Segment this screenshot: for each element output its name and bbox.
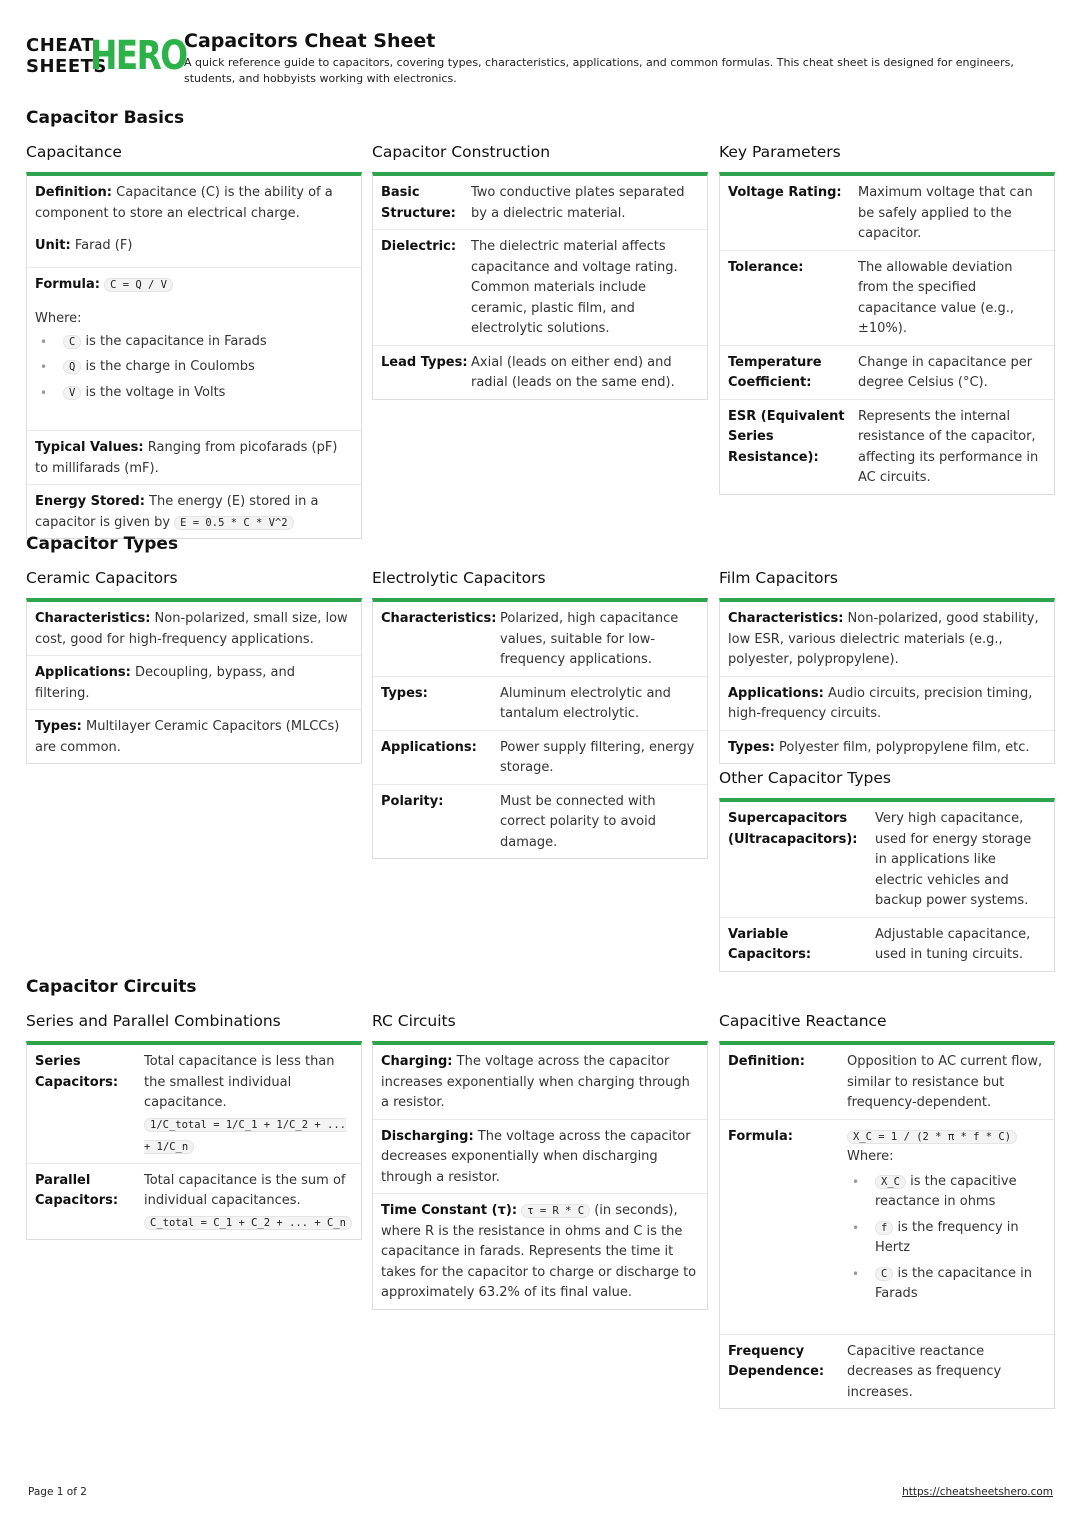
energy-stored-text: The energy (E) stored in a capacitor is given by <box>35 494 319 530</box>
card-title: Key Parameters <box>719 143 841 161</box>
row-key: Types: <box>728 739 775 755</box>
row-value <box>144 1171 353 1234</box>
where-label: Where: <box>35 311 82 326</box>
list-item <box>847 1172 1046 1213</box>
row-key: Lead Types: <box>381 354 468 370</box>
row-value: Adjustable capacitance, used in tuning circuits. <box>875 926 1031 962</box>
row-value: Represents the internal resistance of the capacitor, affecting its performance in AC circuits. <box>858 408 1039 485</box>
row-key: Variable Capacitors: <box>728 926 812 962</box>
page-number: Page 1 of 2 <box>28 1486 87 1498</box>
row-key: Frequency Dependence: <box>728 1343 825 1379</box>
card-electrolytic <box>372 568 708 859</box>
card-capacitance <box>26 142 362 539</box>
row-key: Tolerance: <box>728 259 804 275</box>
page-title: Capacitors Cheat Sheet <box>184 30 436 52</box>
typical-values-text: Ranging from picofarads (pF) to millifarads (mF). <box>35 440 338 476</box>
row-typical-values <box>27 431 361 485</box>
row-key: Characteristics: <box>35 611 151 626</box>
variable-text: is the capacitive reactance in ohms <box>875 1173 1017 1209</box>
table-row <box>720 251 1054 346</box>
formula-code: C = Q / V <box>104 278 173 292</box>
card-title: RC Circuits <box>372 1012 456 1030</box>
card-rc-circuits <box>372 1011 708 1310</box>
variable-code: V <box>63 386 81 400</box>
discharging-text: The voltage across the capacitor decreases exponentially when discharging through a resistor. <box>381 1128 691 1185</box>
table-row <box>720 918 1054 971</box>
card-title: Capacitor Construction <box>372 143 551 161</box>
row-key: Types: <box>381 685 428 701</box>
site-link[interactable]: https://cheatsheetshero.com <box>902 1486 1053 1498</box>
section-title-circuits: Capacitor Circuits <box>26 977 197 997</box>
energy-stored-label: Energy Stored: <box>35 494 145 509</box>
parallel-text: Total capacitance is the sum of individual capacitances. <box>144 1172 346 1208</box>
table-row <box>27 1164 361 1239</box>
charging-text: The voltage across the capacitor increases exponentially when charging through a resistor. <box>381 1054 690 1110</box>
row-key: Supercapacitors (Ultracapacitors): <box>728 811 858 847</box>
parallel-formula-code: C_total = C_1 + C_2 + ... + C_n <box>144 1216 352 1230</box>
reactance-formula-code: X_C = 1 / (2 * π * f * C) <box>847 1130 1017 1144</box>
page-description: A quick reference guide to capacitors, covering types, characteristics, applications, and common formulas. This cheat sheet is designed for engineers, students, and hobbyists working with electronics. <box>184 56 1014 85</box>
row-key: ESR (Equivalent Series Resistance): <box>728 408 845 465</box>
variable-text: is the voltage in Volts <box>85 384 226 400</box>
card-construction <box>372 142 708 400</box>
card-series-parallel <box>26 1011 362 1240</box>
variable-code: f <box>875 1221 893 1235</box>
list-item <box>847 1218 1046 1259</box>
card-ceramic <box>26 568 362 764</box>
row-key: Basic Structure: <box>381 185 456 221</box>
row-value: Decoupling, bypass, and filtering. <box>35 665 296 701</box>
list-item <box>35 357 353 378</box>
charging-label: Charging: <box>381 1054 453 1069</box>
cheatsheetshero-logo[interactable] <box>26 33 187 79</box>
card-title: Capacitive Reactance <box>719 1012 887 1030</box>
row-value: Aluminum electrolytic and tantalum electrolytic. <box>500 685 671 721</box>
list-item <box>35 383 353 404</box>
card-title: Electrolytic Capacitors <box>372 569 546 587</box>
table-row <box>373 677 707 731</box>
row-key: Applications: <box>381 739 477 755</box>
row-key: Dielectric: <box>381 239 457 254</box>
variable-code: Q <box>63 360 81 374</box>
row-key: Voltage Rating: <box>728 185 842 200</box>
table-row <box>720 602 1054 677</box>
variable-code: C <box>63 335 81 349</box>
row-key: Series Capacitors: <box>35 1054 119 1090</box>
row-key: Parallel Capacitors: <box>35 1172 119 1208</box>
row-key: Polarity: <box>381 793 444 809</box>
row-value: Very high capacitance, used for energy storage in applications like electric vehicles and backup power systems. <box>875 811 1032 908</box>
where-label: Where: <box>847 1149 894 1164</box>
card-title: Capacitance <box>26 143 122 161</box>
table-row <box>720 677 1054 731</box>
variable-text: is the capacitance in Farads <box>875 1265 1032 1301</box>
table-row <box>720 731 1054 764</box>
logo-text-hero: HERO <box>90 33 187 79</box>
table-row <box>720 802 1054 918</box>
time-constant-text: (in seconds), where R is the resistance in ohms and C is the capacitance in farads. Represents the time it takes for the capacitor to charge or discharge to approximately 63.2% of its final value. <box>381 1203 697 1300</box>
section-title-types: Capacitor Types <box>26 534 179 554</box>
table-row <box>373 785 707 859</box>
unit-label: Unit: <box>35 238 71 253</box>
definition-label: Definition: <box>35 185 113 200</box>
table-row <box>720 346 1054 400</box>
definition-text: Capacitance (C) is the ability of a component to store an electrical charge. <box>35 185 333 221</box>
list-item <box>847 1264 1046 1305</box>
time-constant-label: Time Constant (τ): <box>381 1203 518 1218</box>
table-row <box>373 731 707 785</box>
variable-list <box>35 332 353 404</box>
table-row <box>720 1045 1054 1120</box>
row-key: Characteristics: <box>728 611 844 626</box>
row-value: Polarized, high capacitance values, suitable for low-frequency applications. <box>500 611 679 667</box>
table-row <box>373 230 707 346</box>
row-key: Characteristics: <box>381 611 497 626</box>
table-row <box>27 656 361 710</box>
section-title-basics: Capacitor Basics <box>26 108 185 128</box>
row-value: Audio circuits, precision timing, high-frequency circuits. <box>728 685 1033 721</box>
card-title: Film Capacitors <box>719 569 838 587</box>
list-item <box>35 332 353 353</box>
row-value: Power supply filtering, energy storage. <box>500 739 695 775</box>
row-value: Capacitive reactance decreases as frequency increases. <box>847 1343 1002 1400</box>
row-value: Two conductive plates separated by a dielectric material. <box>471 185 685 221</box>
row-value <box>847 1127 1046 1322</box>
table-row <box>373 602 707 677</box>
row-value: Multilayer Ceramic Capacitors (MLCCs) are common. <box>35 719 340 755</box>
row-value: Axial (leads on either end) and radial (leads on the same end). <box>471 354 675 390</box>
variable-text: is the charge in Coulombs <box>85 359 255 374</box>
row-value: Maximum voltage that can be safely applied to the capacitor. <box>858 185 1033 241</box>
table-row <box>27 710 361 763</box>
row-definition <box>27 176 361 268</box>
page-header <box>26 30 1056 90</box>
variable-code: C <box>875 1267 893 1281</box>
table-row <box>720 400 1054 494</box>
logo-text-cheat: CHEAT <box>26 35 94 56</box>
card-title: Other Capacitor Types <box>719 769 891 787</box>
row-value: The dielectric material affects capacitance and voltage rating. Common materials include ceramic, plastic film, and electrolytic solutions. <box>471 239 678 336</box>
row-formula <box>27 268 361 432</box>
card-film <box>719 568 1055 764</box>
logo-text-sheets: SHEETS <box>26 56 107 77</box>
row-key: Formula: <box>728 1128 793 1144</box>
row-value: Non-polarized, good stability, low ESR, various dielectric materials (e.g., polyester, polypropylene). <box>728 611 1039 667</box>
row-value <box>144 1052 353 1158</box>
row-value: Non-polarized, small size, low cost, good for high-frequency applications. <box>35 611 348 647</box>
variable-code: X_C <box>875 1175 906 1189</box>
series-formula-code: 1/C_total = 1/C_1 + 1/C_2 + ... + 1/C_n <box>144 1118 346 1153</box>
table-row <box>373 1120 707 1195</box>
card-title: Series and Parallel Combinations <box>26 1012 281 1030</box>
table-row <box>720 1335 1054 1409</box>
row-value: Opposition to AC current flow, similar to resistance but frequency-dependent. <box>847 1054 1043 1110</box>
variable-list <box>847 1172 1046 1305</box>
energy-formula-code: E = 0.5 * C * V^2 <box>174 516 293 530</box>
variable-text: is the capacitance in Farads <box>85 333 267 349</box>
row-key: Types: <box>35 719 82 734</box>
row-value: Change in capacitance per degree Celsius (°C). <box>858 354 1033 390</box>
time-constant-code: τ = R * C <box>521 1204 590 1218</box>
row-value: Polyester film, polypropylene film, etc. <box>774 739 1030 755</box>
variable-text: is the frequency in Hertz <box>875 1219 1019 1255</box>
table-row <box>720 176 1054 251</box>
card-title: Ceramic Capacitors <box>26 569 178 587</box>
row-value: Must be connected with correct polarity to avoid damage. <box>500 793 656 850</box>
row-key: Definition: <box>728 1054 806 1069</box>
table-row <box>27 602 361 656</box>
discharging-label: Discharging: <box>381 1128 474 1144</box>
row-energy-stored <box>27 485 361 538</box>
table-row <box>373 1194 707 1309</box>
row-key: Applications: <box>728 685 824 701</box>
typical-values-label: Typical Values: <box>35 440 144 455</box>
table-row <box>373 1045 707 1120</box>
row-key: Temperature Coefficient: <box>728 354 822 390</box>
row-value: The allowable deviation from the specified capacitance value (e.g., ±10%). <box>858 259 1015 336</box>
table-row <box>27 1045 361 1164</box>
formula-label: Formula: <box>35 276 100 292</box>
unit-text: Farad (F) <box>70 238 133 253</box>
table-row <box>720 1120 1054 1335</box>
series-text: Total capacitance is less than the smallest individual capacitance. <box>144 1054 335 1110</box>
row-key: Applications: <box>35 665 131 680</box>
card-key-parameters <box>719 142 1055 495</box>
table-row <box>373 176 707 230</box>
card-capacitive-reactance <box>719 1011 1055 1409</box>
card-other-types <box>719 768 1055 972</box>
table-row <box>373 346 707 399</box>
